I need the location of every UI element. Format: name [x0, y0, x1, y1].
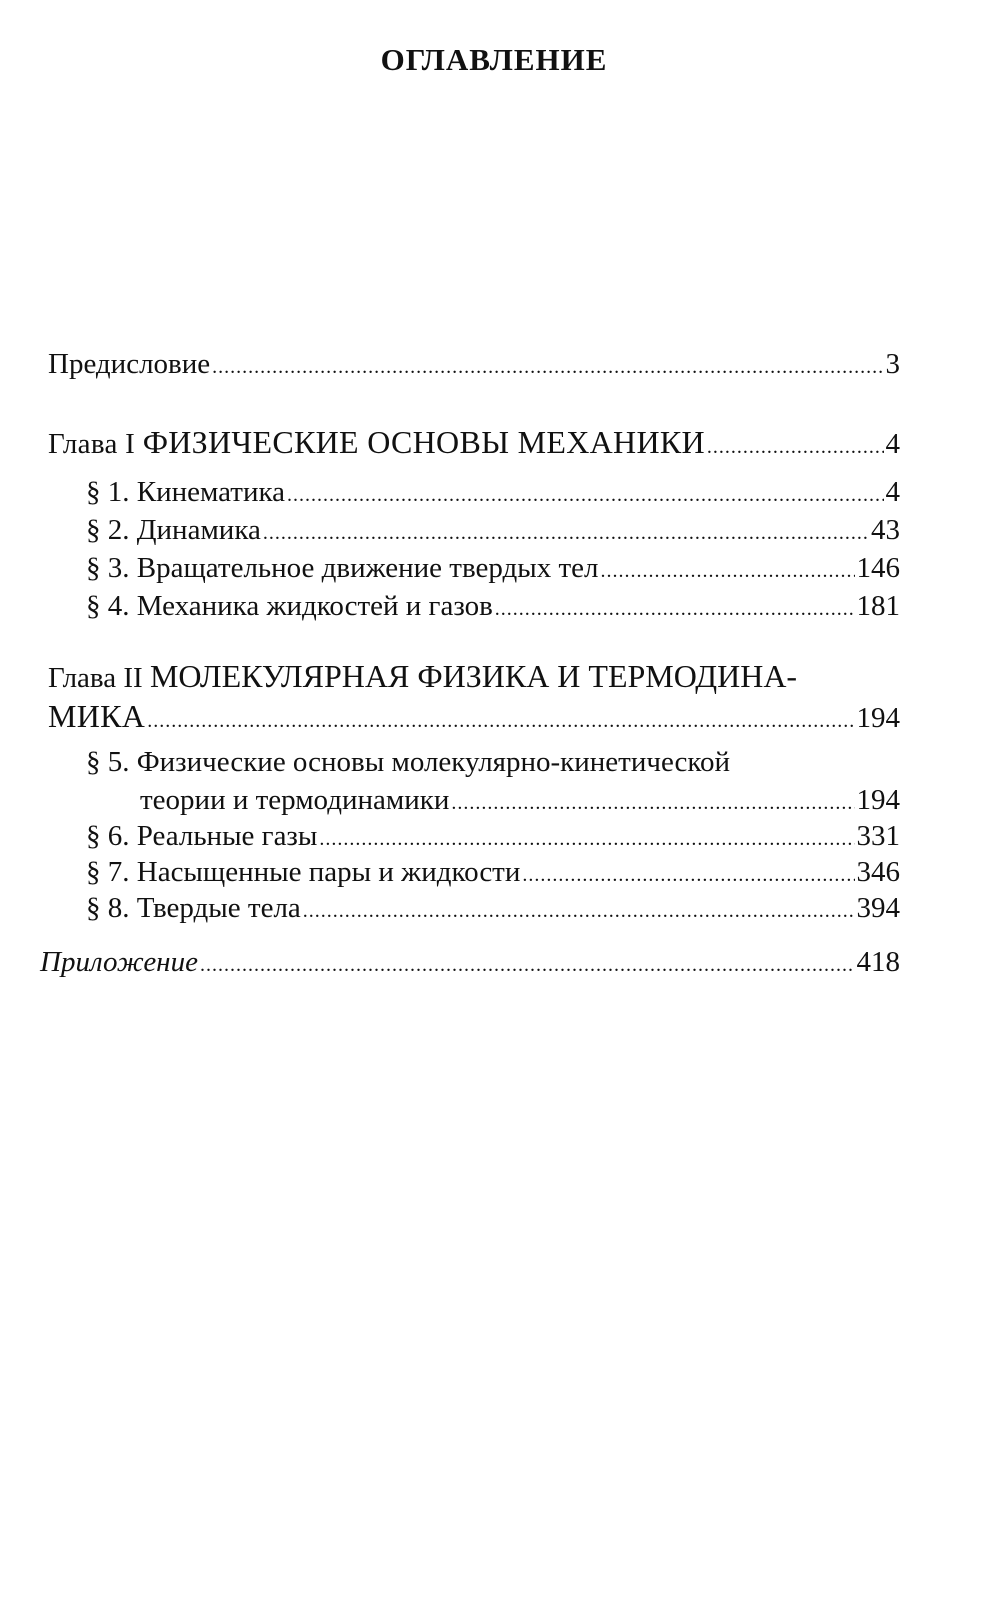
toc-page-number: 194 [856, 784, 900, 816]
toc-page-number: 418 [856, 946, 900, 978]
dot-leader [287, 484, 884, 507]
toc-entry-section-5-line-1[interactable] [86, 746, 730, 779]
toc-entry-section-5[interactable] [140, 784, 900, 817]
toc-entry-section-3[interactable] [86, 552, 900, 585]
dot-leader [147, 710, 854, 733]
chapter-prefix: Глава II [48, 662, 143, 694]
dot-leader [601, 560, 855, 583]
chapter-prefix: Глава I [48, 428, 136, 460]
toc-entry-label: § 1. Кинематика [86, 476, 285, 508]
toc-page-number: 181 [856, 590, 900, 622]
dot-leader [495, 598, 855, 621]
dot-leader [303, 900, 855, 923]
dot-leader [451, 792, 854, 815]
toc-entry-section-7[interactable] [86, 856, 900, 889]
toc-entry-label: Предисловие [48, 348, 211, 380]
toc-chapter-2-heading-line[interactable] [48, 658, 797, 695]
dot-leader [263, 522, 869, 545]
toc-entry-section-8[interactable] [86, 892, 900, 925]
toc-chapter-heading [48, 424, 705, 461]
toc-entry-label: § 4. Механика жидкостей и газов [86, 590, 493, 622]
toc-page-number: 4 [885, 476, 900, 508]
toc-entry-chapter-1[interactable] [48, 424, 900, 461]
toc-page-number: 346 [856, 856, 900, 888]
dot-leader [212, 356, 883, 379]
page-title: ОГЛАВЛЕНИЕ [380, 42, 608, 77]
toc-page-number: 394 [856, 892, 900, 924]
toc-entry-section-4[interactable] [86, 590, 900, 623]
chapter-title-line-1: МОЛЕКУЛЯРНАЯ ФИЗИКА И ТЕРМОДИНА- [149, 658, 798, 694]
dot-leader [522, 864, 854, 887]
toc-page-number: 4 [885, 428, 900, 460]
toc-page-number: 3 [885, 348, 900, 380]
dot-leader [707, 436, 884, 459]
toc-entry-label: § 7. Насыщенные пары и жидкости [86, 856, 521, 888]
chapter-title: ФИЗИЧЕСКИЕ ОСНОВЫ МЕХАНИКИ [142, 424, 705, 460]
toc-entry-chapter-2[interactable] [48, 698, 900, 735]
toc-entry-label: § 3. Вращательное движение твердых тел [86, 552, 599, 584]
toc-entry-label: § 2. Динамика [86, 514, 261, 546]
toc-entry-section-6[interactable] [86, 820, 900, 853]
toc-entry-label: теории и термодинамики [140, 784, 450, 816]
toc-entry-label: § 6. Реальные газы [86, 820, 318, 852]
toc-entry-label: § 5. Физические основы молекулярно-кинетической [86, 746, 731, 778]
chapter-title-line-2: МИКА [48, 698, 146, 734]
toc-page-number: 43 [871, 514, 900, 546]
dot-leader [200, 954, 855, 977]
toc-page-number: 331 [856, 820, 900, 852]
toc-entry-label: Приложение [40, 946, 198, 978]
dot-leader [319, 828, 854, 851]
toc-entry-appendix[interactable] [40, 946, 900, 979]
toc-entry-label: § 8. Твердые тела [86, 892, 301, 924]
toc-entry-section-1[interactable] [86, 476, 900, 509]
toc-entry-preface[interactable] [48, 348, 900, 381]
toc-entry-section-2[interactable] [86, 514, 900, 547]
toc-page-number: 146 [856, 552, 900, 584]
toc-page-number: 194 [856, 702, 900, 734]
